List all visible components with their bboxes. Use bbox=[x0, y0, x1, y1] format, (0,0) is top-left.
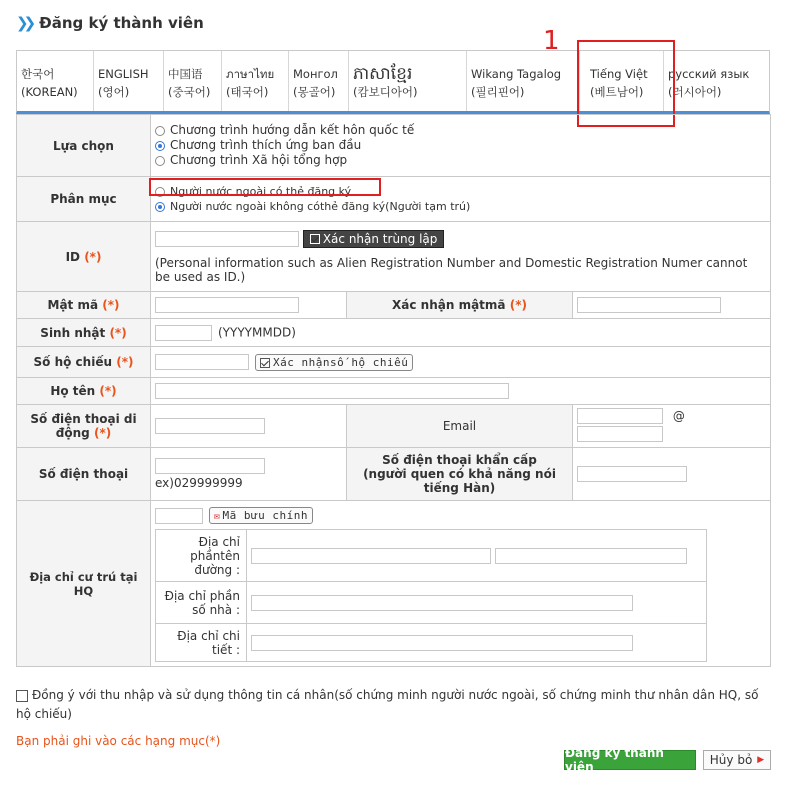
email-user-input[interactable] bbox=[577, 408, 663, 424]
emergency-phone-input[interactable] bbox=[577, 466, 687, 482]
password-confirm-label: Xác nhận mậtmã (*) bbox=[347, 292, 573, 319]
page-title: Đăng ký thành viên bbox=[39, 14, 204, 32]
annotation-number: 1 bbox=[543, 26, 560, 56]
house-number-label: Địa chỉ phần số nhà : bbox=[156, 582, 247, 624]
lang-khmer[interactable] bbox=[349, 51, 467, 111]
lang-name: ภาษาไทย bbox=[226, 67, 275, 81]
agreement-checkbox[interactable] bbox=[16, 690, 28, 702]
verify-passport-button[interactable]: Xác nhậnsố hộ chiếu bbox=[255, 354, 413, 371]
id-label: ID (*) bbox=[17, 222, 151, 292]
name-input[interactable] bbox=[155, 383, 509, 399]
registration-form bbox=[16, 114, 771, 667]
phone-example: ex)029999999 bbox=[155, 476, 243, 490]
passport-label: Số hộ chiếu (*) bbox=[17, 347, 151, 378]
choice-option-2[interactable]: Chương trình thích ứng ban đầu bbox=[155, 138, 766, 153]
mobile-input[interactable] bbox=[155, 418, 265, 434]
double-chevron-icon: ❯❯ bbox=[16, 14, 32, 32]
birthday-input[interactable] bbox=[155, 325, 212, 341]
postcode-input[interactable] bbox=[155, 508, 203, 524]
street-address-cell bbox=[247, 530, 707, 582]
lang-russian[interactable] bbox=[664, 51, 769, 111]
radio-checked-icon bbox=[155, 202, 165, 212]
radio-checked-icon bbox=[155, 141, 165, 151]
street-address-input-1[interactable] bbox=[251, 548, 491, 564]
address-table bbox=[155, 529, 707, 662]
address-cell bbox=[151, 501, 771, 667]
register-button[interactable]: Đăng ký thành viên bbox=[564, 750, 696, 770]
check-icon bbox=[310, 234, 320, 244]
lang-name: ENGLISH bbox=[98, 67, 149, 81]
email-domain-input[interactable] bbox=[577, 426, 663, 442]
passport-input[interactable] bbox=[155, 354, 249, 370]
password-label: Mật mã (*) bbox=[17, 292, 151, 319]
lang-sub: (중국어) bbox=[168, 85, 211, 99]
lang-sub: (필리핀어) bbox=[471, 85, 525, 99]
required-note: Bạn phải ghi vào các hạng mục(*) bbox=[16, 734, 221, 748]
choice-options bbox=[151, 115, 771, 177]
lang-sub: (몽골어) bbox=[293, 85, 336, 99]
password-confirm-cell bbox=[573, 292, 771, 319]
lang-chinese[interactable] bbox=[164, 51, 222, 111]
lang-thai[interactable] bbox=[222, 51, 289, 111]
house-number-input[interactable] bbox=[251, 595, 633, 611]
birthday-hint: (YYYYMMDD) bbox=[218, 325, 296, 339]
phone-input[interactable] bbox=[155, 458, 265, 474]
name-label: Họ tên (*) bbox=[17, 378, 151, 405]
birthday-label: Sinh nhật (*) bbox=[17, 319, 151, 347]
password-confirm-input[interactable] bbox=[577, 297, 721, 313]
emergency-phone-cell bbox=[573, 448, 771, 501]
lang-name: Монгол bbox=[293, 67, 338, 81]
category-label: Phân mục bbox=[17, 177, 151, 222]
lang-sub: (영어) bbox=[98, 85, 130, 99]
lang-english[interactable] bbox=[94, 51, 164, 111]
lang-sub: (KOREAN) bbox=[21, 85, 78, 99]
radio-icon bbox=[155, 156, 165, 166]
lang-name: ភាសាខ្មែរ bbox=[353, 64, 413, 84]
mobile-label: Số điện thoại di động (*) bbox=[17, 405, 151, 448]
callout-box-category bbox=[149, 178, 381, 196]
id-cell bbox=[151, 222, 771, 292]
radio-icon bbox=[155, 126, 165, 136]
play-icon: ▶ bbox=[757, 755, 765, 765]
birthday-cell bbox=[151, 319, 771, 347]
cancel-button[interactable] bbox=[703, 750, 771, 770]
lang-mongolian[interactable] bbox=[289, 51, 349, 111]
check-icon bbox=[260, 358, 270, 368]
at-sign: @ bbox=[672, 408, 685, 423]
agreement-text: Đồng ý với thu nhập và sử dụng thông tin cá nhân(số chứng minh người nước ngoài, số chứng minh thư nhân dân HQ, số hộ chiếu) bbox=[16, 688, 759, 721]
category-option-2[interactable]: Người nước ngoài không cóthẻ đăng ký(Người tạm trú) bbox=[155, 199, 766, 214]
postcode-button[interactable]: ✉ Mã bưu chính bbox=[209, 507, 313, 524]
password-input[interactable] bbox=[155, 297, 299, 313]
lang-sub: (캄보디아어) bbox=[353, 85, 418, 99]
agreement-row[interactable] bbox=[16, 686, 776, 724]
cancel-label: Hủy bỏ bbox=[709, 753, 753, 767]
lang-name: Wikang Tagalog bbox=[471, 67, 562, 81]
page-title-wrap bbox=[16, 14, 204, 32]
category-option-1[interactable]: Người nước ngoài có thẻ đăng ký bbox=[155, 184, 766, 199]
id-input[interactable] bbox=[155, 231, 299, 247]
house-number-cell bbox=[247, 582, 707, 624]
phone-cell bbox=[151, 448, 347, 501]
mobile-cell bbox=[151, 405, 347, 448]
password-cell bbox=[151, 292, 347, 319]
lang-tagalog[interactable] bbox=[467, 51, 580, 111]
street-address-input-2[interactable] bbox=[495, 548, 687, 564]
id-note: (Personal information such as Alien Registration Number and Domestic Registration Numer cannot be used as ID.) bbox=[155, 255, 748, 284]
email-label: Email bbox=[347, 405, 573, 448]
postcode-icon: ✉ bbox=[214, 511, 221, 522]
detail-address-cell bbox=[247, 624, 707, 662]
address-label: Địa chỉ cư trú tại HQ bbox=[17, 501, 151, 667]
passport-cell bbox=[151, 347, 771, 378]
detail-address-input[interactable] bbox=[251, 635, 633, 651]
name-cell bbox=[151, 378, 771, 405]
email-cell bbox=[573, 405, 771, 448]
phone-label: Số điện thoại bbox=[17, 448, 151, 501]
choice-label: Lựa chọn bbox=[17, 115, 151, 177]
lang-name: 中国语 bbox=[168, 67, 203, 81]
lang-name: Tiếng Việt bbox=[590, 67, 648, 81]
emergency-phone-label: Số điện thoại khẩn cấp (người quen có khả năng nói tiếng Hàn) bbox=[347, 448, 573, 501]
check-duplicate-button[interactable]: Xác nhận trùng lập bbox=[303, 230, 445, 248]
lang-name: русский язык bbox=[668, 67, 750, 81]
lang-name: 한국어 bbox=[21, 67, 55, 81]
street-address-label: Địa chỉ phầntên đường : bbox=[156, 530, 247, 582]
detail-address-label: Địa chỉ chi tiết : bbox=[156, 624, 247, 662]
lang-sub: (러시아어) bbox=[668, 85, 722, 99]
lang-korean[interactable] bbox=[17, 51, 94, 111]
choice-option-3[interactable]: Chương trình Xã hội tổng hợp bbox=[155, 153, 766, 168]
lang-sub: (태국어) bbox=[226, 85, 269, 99]
lang-sub: (베트남어) bbox=[590, 85, 644, 99]
choice-option-1[interactable]: Chương trình hướng dẫn kết hôn quốc tế bbox=[155, 123, 766, 138]
